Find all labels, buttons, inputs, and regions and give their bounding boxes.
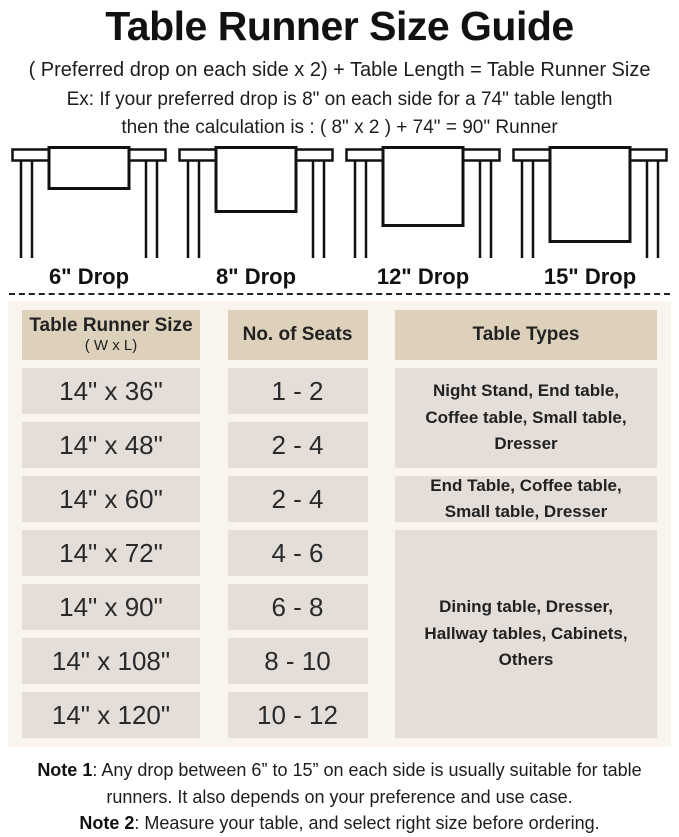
note-2-label: Note 2 [79,813,135,834]
example-line-2: then the calculation is : ( 8" x 2 ) + 74" = 90" Runner [121,117,558,138]
dashed-divider [9,293,670,295]
note-1-label: Note 1 [37,760,93,780]
table-illustration-15-drop [510,146,670,290]
size-cell: 14" x 36" [22,368,200,414]
table-with-runner-drawing [343,146,503,258]
note-1-text: : Any drop between 6” to 15” on each side is usually suitable for table runners. It also depends on your preference and use case. [92,760,642,807]
formula-text: ( Preferred drop on each side x 2) + Table Length = Table Runner Size [28,59,651,81]
size-cell: 14" x 60" [22,476,200,522]
seats-cell: 6 - 8 [228,584,368,630]
seats-cell: 8 - 10 [228,638,368,684]
table-types-cell: Night Stand, End table, Coffee table, Small table, Dresser [395,368,657,468]
note-1 [7,757,673,810]
table-with-runner-drawing [510,146,670,258]
header-table-types-label: Table Types [472,324,580,346]
header-runner-size-label: Table Runner Size [29,315,193,337]
size-cell: 14" x 72" [22,530,200,576]
drop-label: 15" Drop [543,264,637,289]
example-line-1: Ex: If your preferred drop is 8" on each side for a 74" table length [66,89,613,110]
size-cell: 14" x 90" [22,584,200,630]
drop-illustrations [0,146,679,290]
drop-label: 8" Drop [215,264,297,289]
drop-label: 6" Drop [48,264,130,289]
notes-section [7,757,673,837]
seats-cell: 2 - 4 [228,476,368,522]
seats-cell: 4 - 6 [228,530,368,576]
size-cell: 14" x 108" [22,638,200,684]
note-2-text: : Measure your table, and select right size before ordering. [134,813,600,834]
table-types-cell: End Table, Coffee table, Small table, Dresser [395,476,657,522]
size-cell: 14" x 48" [22,422,200,468]
header-seats [228,310,368,360]
header-seats-label: No. of Seats [242,324,353,346]
note-2 [7,810,673,837]
seats-cell: 10 - 12 [228,692,368,738]
table-with-runner-drawing [9,146,169,258]
header-runner-size [22,310,200,360]
table-illustration-8-drop [176,146,336,290]
seats-cell: 2 - 4 [228,422,368,468]
table-types-cell: Dining table, Dresser, Hallway tables, Cabinets, Others [395,530,657,738]
header-runner-size-sublabel: ( W x L) [84,337,138,355]
page-title: Table Runner Size Guide [105,3,574,49]
size-cell: 14" x 120" [22,692,200,738]
table-with-runner-drawing [176,146,336,258]
header-table-types [395,310,657,360]
table-illustration-12-drop [343,146,503,290]
seats-cell: 1 - 2 [228,368,368,414]
table-illustration-6-drop [9,146,169,290]
drop-label: 12" Drop [376,264,470,289]
size-guide-table [8,301,671,747]
